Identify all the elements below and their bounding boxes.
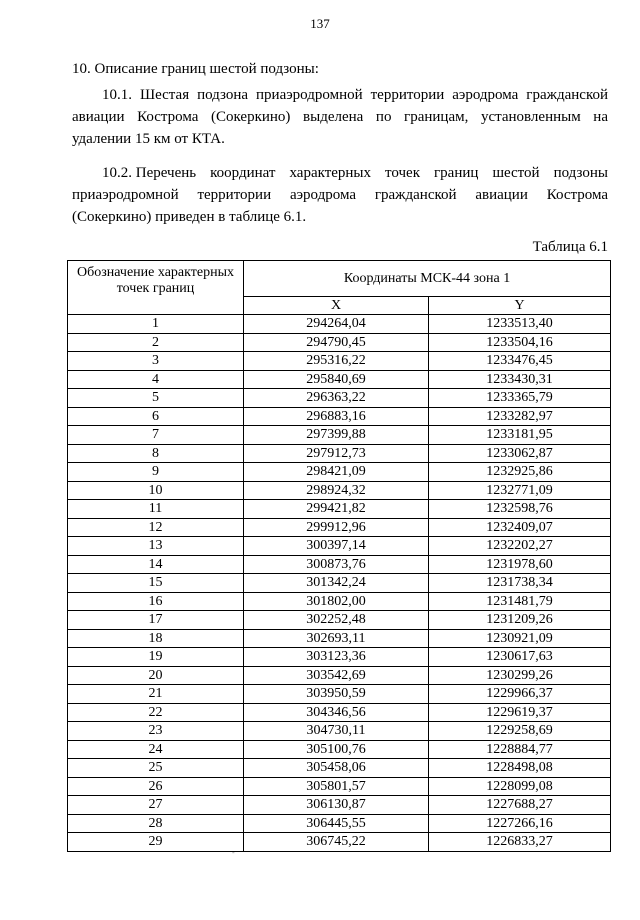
cell-point-number: 20 [68, 666, 244, 685]
table-row [68, 648, 611, 667]
cell-x: 301342,24 [244, 574, 429, 593]
table-row [68, 629, 611, 648]
paragraph-10-2 [72, 162, 608, 228]
cell-x: 295316,22 [244, 352, 429, 371]
cell-y: 1233430,31 [429, 370, 611, 389]
cell-point-number: 12 [68, 518, 244, 537]
cell-x: 296363,22 [244, 389, 429, 408]
cell-y: 1228498,08 [429, 759, 611, 778]
table-row [68, 389, 611, 408]
cell-x: 294264,04 [244, 315, 429, 334]
word: подзоны [553, 165, 608, 181]
word: координат [210, 165, 276, 181]
page-number: 137 [310, 16, 330, 31]
cell-x: 303123,36 [244, 648, 429, 667]
cell-y: 1227688,27 [429, 796, 611, 815]
cell-y: 1230921,09 [429, 629, 611, 648]
cell-x: 297912,73 [244, 444, 429, 463]
cell-x: 305458,06 [244, 759, 429, 778]
word: точек [385, 165, 420, 181]
table-row [68, 666, 611, 685]
cell-x: 306745,22 [244, 833, 429, 852]
table-row [68, 500, 611, 519]
cell-point-number: 28 [68, 814, 244, 833]
cell-y: 1233513,40 [429, 315, 611, 334]
cell-x: 302693,11 [244, 629, 429, 648]
cell-x: 303542,69 [244, 666, 429, 685]
cell-x: 296883,16 [244, 407, 429, 426]
cell-y: 1229966,37 [429, 685, 611, 704]
paragraph-10-1: 10.1. Шестая подзона приаэродромной территории аэродрома гражданской авиации Кострома (Сокеркино) выделена по границам, установленным на удалении 15 км от КТА. [72, 87, 608, 147]
cell-point-number: 22 [68, 703, 244, 722]
cell-point-number: 9 [68, 463, 244, 482]
cell-y: 1230617,63 [429, 648, 611, 667]
cell-y: 1233062,87 [429, 444, 611, 463]
table-row [68, 796, 611, 815]
cell-point-number: 14 [68, 555, 244, 574]
cell-y: 1232925,86 [429, 463, 611, 482]
table-row [68, 407, 611, 426]
header-point-designation: Обозначение характерных точек границ [68, 261, 244, 315]
cell-point-number: 26 [68, 777, 244, 796]
cell-x: 304346,56 [244, 703, 429, 722]
cell-x: 304730,11 [244, 722, 429, 741]
table-caption: Таблица 6.1 [532, 239, 608, 255]
cell-x: 299421,82 [244, 500, 429, 519]
table-row [68, 833, 611, 852]
cell-y: 1232771,09 [429, 481, 611, 500]
word: приаэродромной [72, 187, 179, 203]
cell-y: 1231481,79 [429, 592, 611, 611]
scan-mark: - [232, 848, 235, 857]
table-row [68, 722, 611, 741]
table-row [68, 703, 611, 722]
cell-y: 1233476,45 [429, 352, 611, 371]
cell-y: 1231978,60 [429, 555, 611, 574]
cell-x: 300397,14 [244, 537, 429, 556]
paragraph-10-2-line-1 [72, 162, 608, 184]
cell-y: 1228884,77 [429, 740, 611, 759]
cell-x: 305801,57 [244, 777, 429, 796]
cell-point-number: 7 [68, 426, 244, 445]
cell-x: 297399,88 [244, 426, 429, 445]
cell-x: 301802,00 [244, 592, 429, 611]
cell-y: 1230299,26 [429, 666, 611, 685]
paragraph-10-2-line-2 [72, 184, 608, 206]
table-row [68, 370, 611, 389]
word: 10.2. Перечень [102, 165, 197, 181]
cell-point-number: 29 [68, 833, 244, 852]
table-row [68, 444, 611, 463]
table-row [68, 333, 611, 352]
table-row [68, 555, 611, 574]
table-row [68, 685, 611, 704]
cell-y: 1233504,16 [429, 333, 611, 352]
cell-point-number: 13 [68, 537, 244, 556]
cell-y: 1233181,95 [429, 426, 611, 445]
cell-x: 303950,59 [244, 685, 429, 704]
cell-point-number: 18 [68, 629, 244, 648]
cell-y: 1229619,37 [429, 703, 611, 722]
cell-point-number: 6 [68, 407, 244, 426]
cell-point-number: 23 [68, 722, 244, 741]
cell-point-number: 19 [68, 648, 244, 667]
cell-x: 295840,69 [244, 370, 429, 389]
word: гражданской [374, 187, 457, 203]
cell-point-number: 8 [68, 444, 244, 463]
paragraph-10-2-line-3: (Сокеркино) приведен в таблице 6.1. [72, 209, 307, 225]
table-row [68, 352, 611, 371]
cell-point-number: 3 [68, 352, 244, 371]
cell-y: 1233365,79 [429, 389, 611, 408]
header-y: Y [429, 297, 611, 315]
cell-x: 306445,55 [244, 814, 429, 833]
cell-y: 1232598,76 [429, 500, 611, 519]
cell-x: 298421,09 [244, 463, 429, 482]
cell-point-number: 2 [68, 333, 244, 352]
cell-point-number: 25 [68, 759, 244, 778]
cell-x: 306130,87 [244, 796, 429, 815]
word: Кострома [546, 187, 608, 203]
table-body [68, 315, 611, 852]
table-row [68, 426, 611, 445]
cell-point-number: 11 [68, 500, 244, 519]
cell-x: 302252,48 [244, 611, 429, 630]
header-x: X [244, 297, 429, 315]
cell-y: 1232409,07 [429, 518, 611, 537]
table-row [68, 518, 611, 537]
cell-y: 1233282,97 [429, 407, 611, 426]
table-row [68, 574, 611, 593]
table-row [68, 814, 611, 833]
cell-point-number: 4 [68, 370, 244, 389]
table-row [68, 740, 611, 759]
cell-y: 1227266,16 [429, 814, 611, 833]
word: аэродрома [289, 187, 356, 203]
cell-point-number: 21 [68, 685, 244, 704]
word: территории [197, 187, 272, 203]
cell-point-number: 15 [68, 574, 244, 593]
coordinates-table [67, 260, 611, 852]
header-coordinates: Координаты МСК-44 зона 1 [244, 261, 611, 297]
cell-y: 1229258,69 [429, 722, 611, 741]
section-title: 10. Описание границ шестой подзоны: [72, 61, 319, 77]
table-row [68, 759, 611, 778]
table-row [68, 463, 611, 482]
table-row [68, 611, 611, 630]
cell-y: 1228099,08 [429, 777, 611, 796]
cell-x: 294790,45 [244, 333, 429, 352]
word: авиации [475, 187, 528, 203]
cell-point-number: 27 [68, 796, 244, 815]
table-row [68, 315, 611, 334]
table-row [68, 777, 611, 796]
cell-y: 1232202,27 [429, 537, 611, 556]
cell-point-number: 17 [68, 611, 244, 630]
cell-point-number: 10 [68, 481, 244, 500]
word: шестой [492, 165, 540, 181]
word: характерных [289, 165, 372, 181]
cell-point-number: 24 [68, 740, 244, 759]
cell-point-number: 16 [68, 592, 244, 611]
cell-y: 1231209,26 [429, 611, 611, 630]
cell-x: 298924,32 [244, 481, 429, 500]
table-row [68, 592, 611, 611]
table-row [68, 481, 611, 500]
cell-point-number: 5 [68, 389, 244, 408]
word: границ [434, 165, 479, 181]
cell-y: 1231738,34 [429, 574, 611, 593]
cell-x: 300873,76 [244, 555, 429, 574]
cell-y: 1226833,27 [429, 833, 611, 852]
cell-point-number: 1 [68, 315, 244, 334]
table-row [68, 537, 611, 556]
cell-x: 299912,96 [244, 518, 429, 537]
cell-x: 305100,76 [244, 740, 429, 759]
